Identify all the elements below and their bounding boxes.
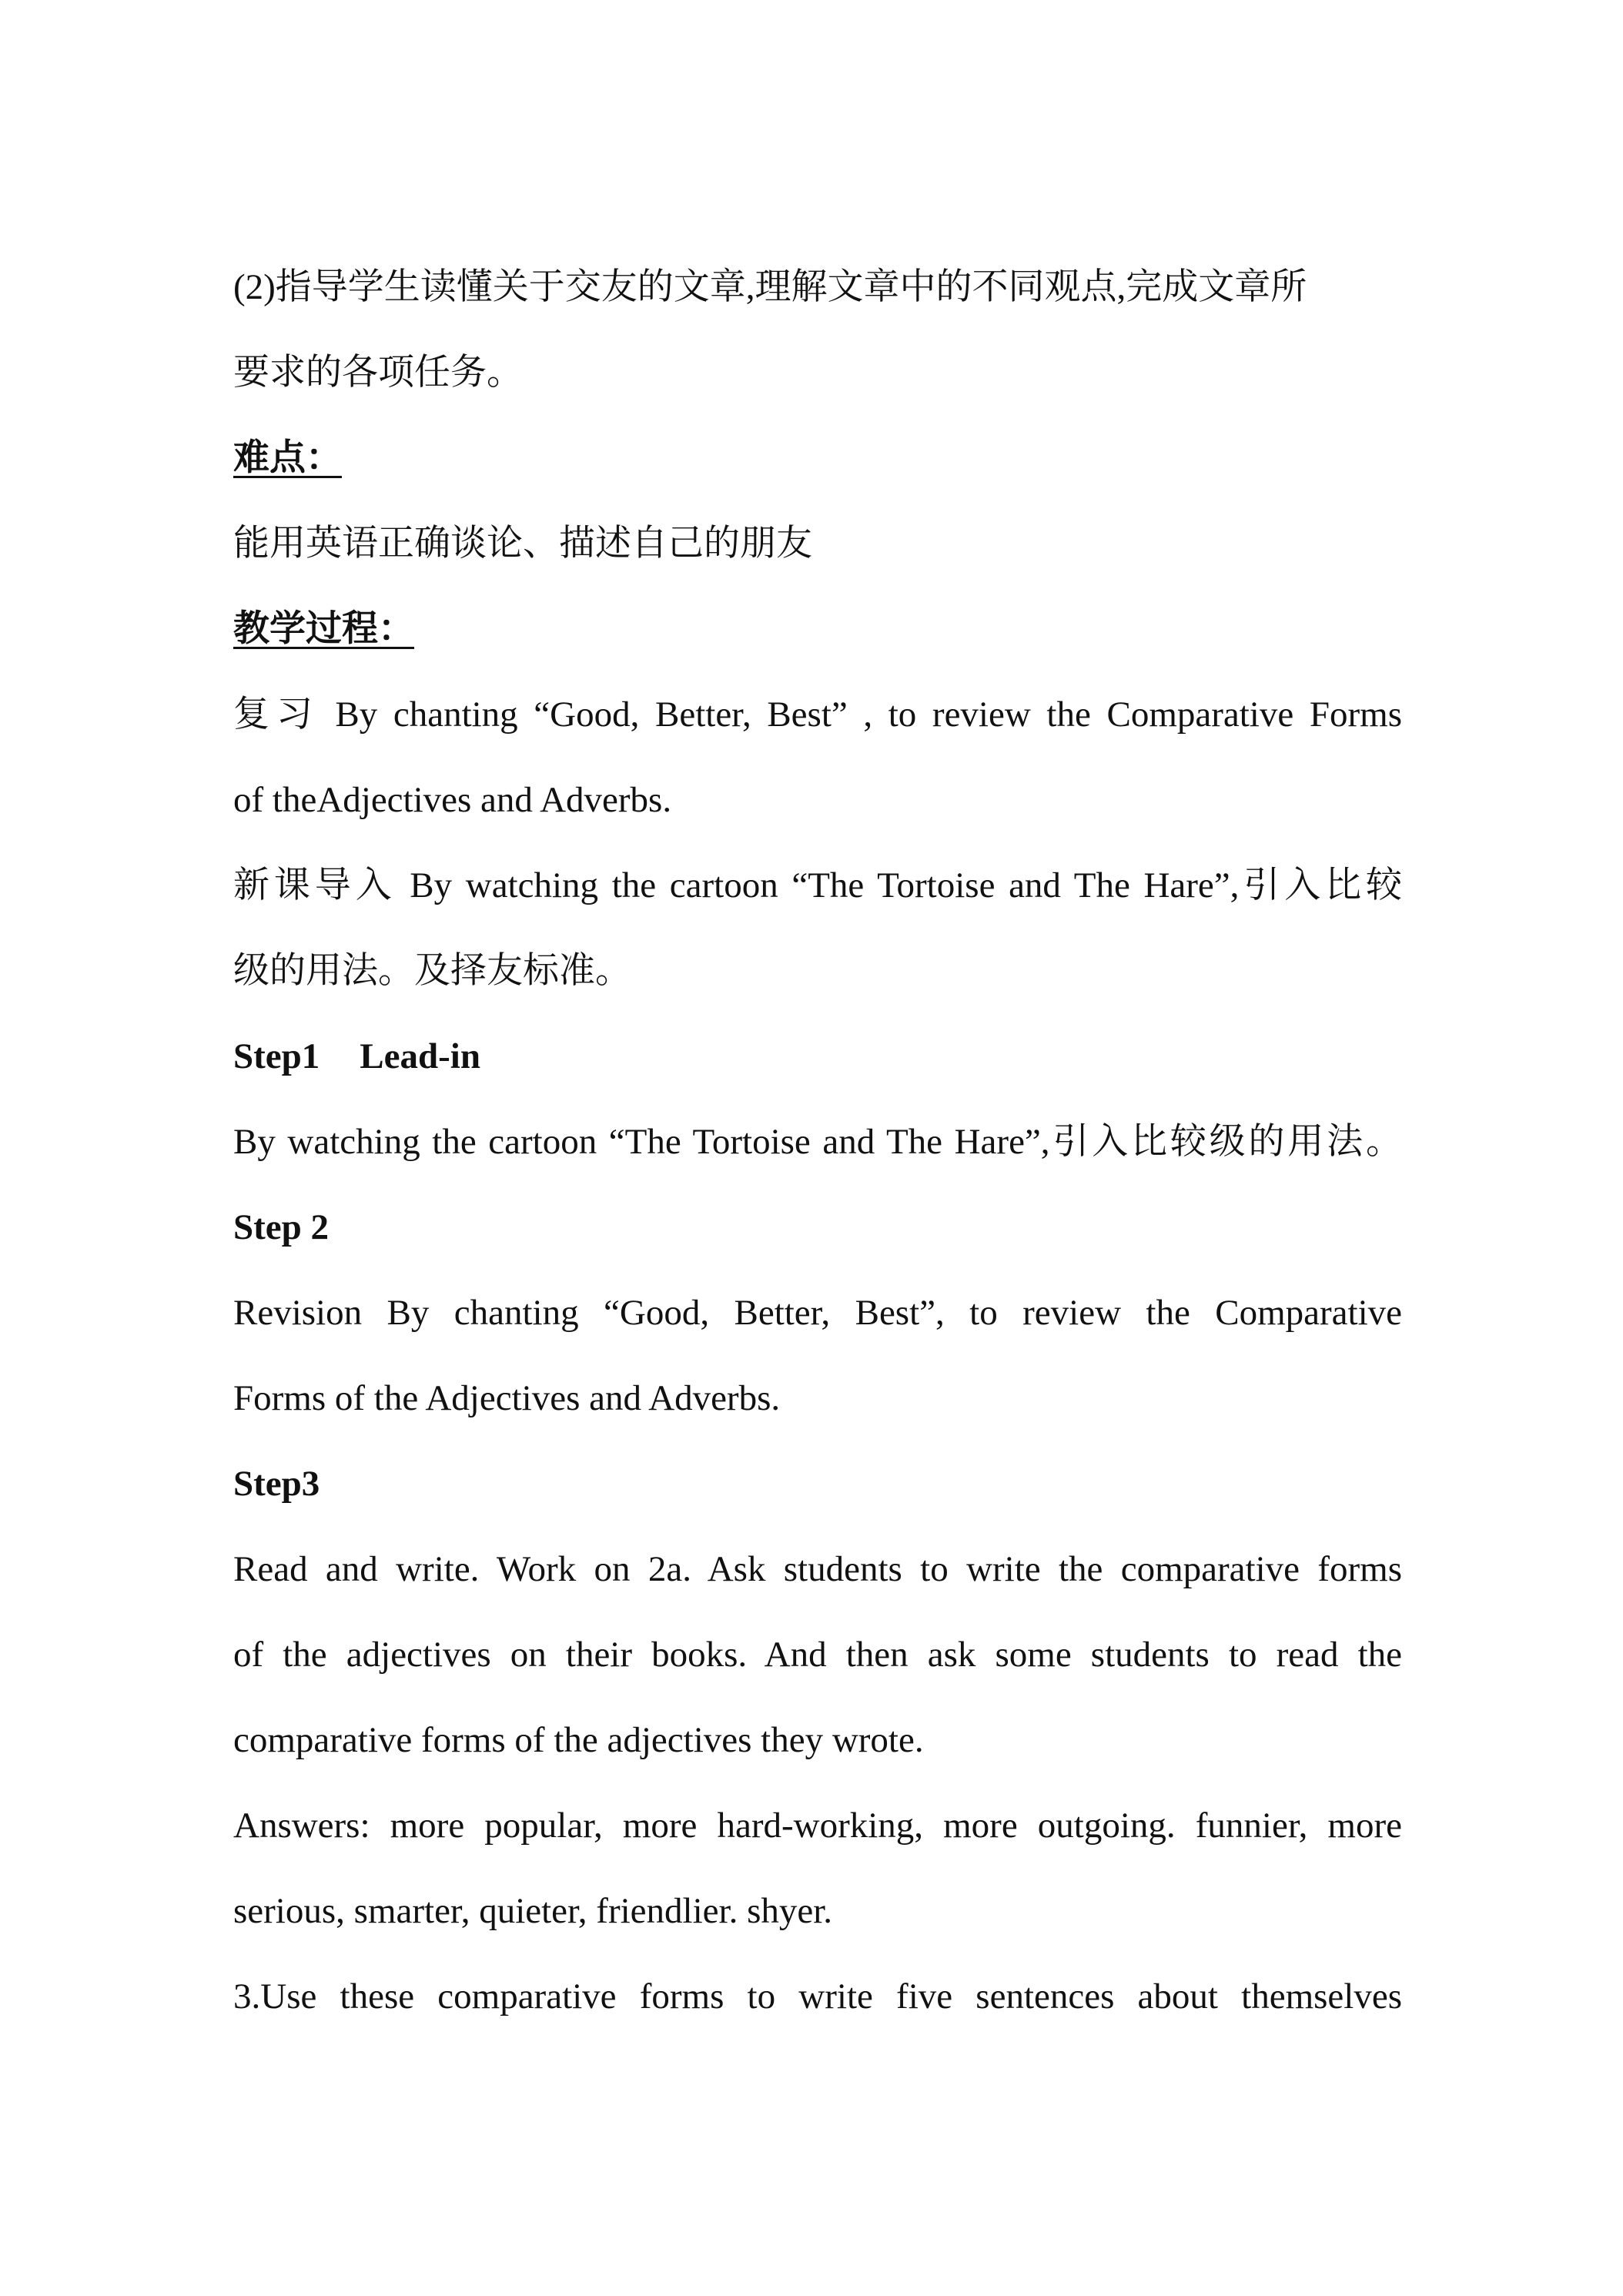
step-1-title: Lead-in: [360, 1036, 480, 1076]
review-paragraph-line-1: 复习 By chanting “Good, Better, Best” , to review the Comparative Forms: [233, 694, 1402, 735]
step-1-label: Step1: [233, 1036, 320, 1076]
objective-2-line-1: (2)指导学生读懂关于交友的文章,理解文章中的不同观点,完成文章所: [233, 267, 1307, 307]
answers-line-1: Answers: more popular, more hard-working, more outgoing. funnier, more: [233, 1806, 1402, 1846]
step-3-text-line-2: of the adjectives on their books. And then ask some students to read the: [233, 1635, 1402, 1675]
step-1-heading: [233, 1014, 1402, 1099]
step-3-heading: Step3: [233, 1464, 320, 1504]
answers-line-2: serious, smarter, quieter, friendlier. shyer.: [233, 1891, 833, 1931]
new-lesson-paragraph-line-2: 级的用法。及择友标准。: [233, 951, 631, 991]
difficulty-heading: 难点：: [233, 438, 342, 478]
step-1-text: By watching the cartoon “The Tortoise and The Hare”,引入比较级的用法。: [233, 1122, 1402, 1162]
step-2-heading: Step 2: [233, 1207, 330, 1247]
teaching-process-heading: 教学过程：: [233, 609, 414, 649]
task-3-line-1: 3.Use these comparative forms to write five sentences about themselves: [233, 1976, 1402, 2017]
step-3-text-line-1: Read and write. Work on 2a. Ask students to write the comparative forms: [233, 1549, 1402, 1589]
objective-2-line-2: 要求的各项任务。: [233, 353, 523, 393]
step-3-text-line-3: comparative forms of the adjectives they wrote.: [233, 1720, 924, 1760]
document-body: [233, 245, 1402, 2040]
step-2-text-line-2: Forms of the Adjectives and Adverbs.: [233, 1378, 781, 1418]
difficulty-text: 能用英语正确谈论、描述自己的朋友: [233, 524, 812, 564]
step-2-text-line-1: Revision By chanting “Good, Better, Best”, to review the Comparative: [233, 1293, 1402, 1333]
review-paragraph-line-2: of theAdjectives and Adverbs.: [233, 780, 672, 820]
new-lesson-paragraph-line-1: 新课导入 By watching the cartoon “The Tortoise and The Hare”,引入比较: [233, 865, 1402, 905]
